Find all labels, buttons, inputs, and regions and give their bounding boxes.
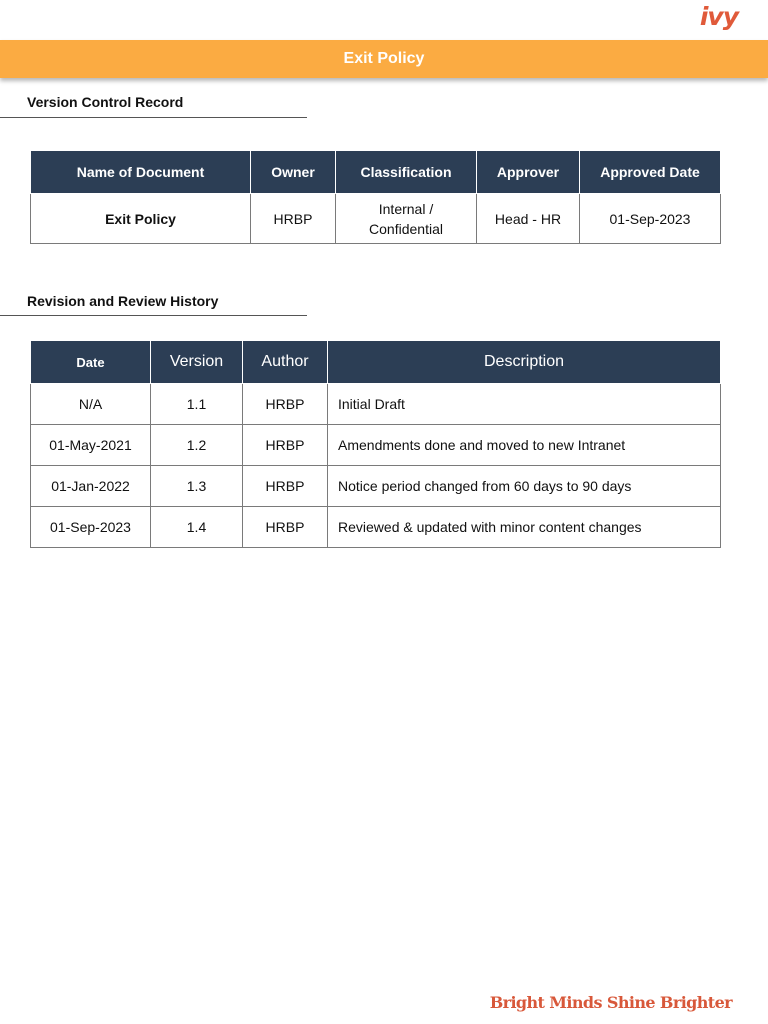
date-cell: 01-Jan-2022 [31, 466, 151, 507]
version-control-title: Version Control Record [27, 94, 184, 110]
version-cell: 1.2 [151, 425, 243, 466]
version-control-divider [0, 117, 307, 118]
page-title: Exit Policy [343, 50, 425, 67]
column-header-description: Description [328, 341, 721, 384]
author-cell: HRBP [243, 507, 328, 548]
column-header-name-of-document: Name of Document [31, 151, 251, 194]
version-control-header-row [31, 151, 721, 194]
description-cell: Initial Draft [328, 384, 721, 425]
version-cell: 1.3 [151, 466, 243, 507]
table-row [31, 507, 721, 548]
author-cell: HRBP [243, 425, 328, 466]
owner-cell: HRBP [251, 194, 336, 244]
classification-line-1: Internal / [378, 200, 434, 217]
column-header-approved-date: Approved Date [580, 151, 721, 194]
table-row [31, 194, 721, 244]
table-row [31, 466, 721, 507]
revision-history-title: Revision and Review History [27, 293, 219, 309]
version-control-table [30, 150, 721, 244]
date-cell: 01-Sep-2023 [31, 507, 151, 548]
classification-cell [336, 194, 477, 244]
footer-tagline: Bright Minds Shine Brighter [489, 993, 732, 1012]
description-cell: Notice period changed from 60 days to 90 days [328, 466, 721, 507]
column-header-date: Date [31, 341, 151, 384]
approver-cell: Head - HR [477, 194, 580, 244]
revision-history-table [30, 340, 721, 548]
author-cell: HRBP [243, 466, 328, 507]
table-row [31, 384, 721, 425]
date-cell: 01-May-2021 [31, 425, 151, 466]
date-cell: N/A [31, 384, 151, 425]
version-cell: 1.1 [151, 384, 243, 425]
author-cell: HRBP [243, 384, 328, 425]
column-header-approver: Approver [477, 151, 580, 194]
table-row [31, 425, 721, 466]
column-header-classification: Classification [336, 151, 477, 194]
revision-history-divider [0, 315, 307, 316]
approved-date-cell: 01-Sep-2023 [580, 194, 721, 244]
column-header-author: Author [243, 341, 328, 384]
classification-line-2: Confidential [369, 220, 443, 237]
ivy-logo: ivy [699, 2, 738, 31]
version-cell: 1.4 [151, 507, 243, 548]
column-header-version: Version [151, 341, 243, 384]
page-title-banner [0, 40, 768, 78]
description-cell: Reviewed & updated with minor content changes [328, 507, 721, 548]
revision-history-header-row [31, 341, 721, 384]
description-cell: Amendments done and moved to new Intranet [328, 425, 721, 466]
column-header-owner: Owner [251, 151, 336, 194]
document-name-cell: Exit Policy [31, 194, 251, 244]
